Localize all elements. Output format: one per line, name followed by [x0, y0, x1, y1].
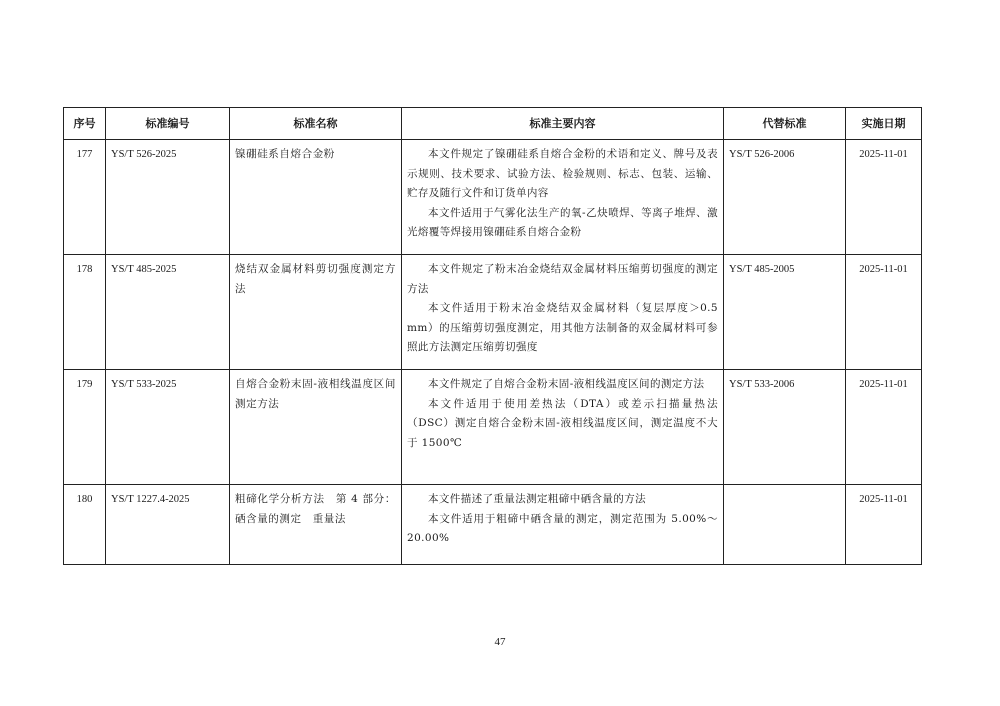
row-no: 178: [64, 255, 106, 370]
standards-table: [63, 107, 922, 565]
header-code: 标准编号: [106, 108, 230, 140]
page-number: 47: [494, 636, 506, 648]
content-paragraph: 本文件规定了自熔合金粉末固-液相线温度区间的测定方法: [428, 378, 705, 390]
header-replaces: 代替标准: [724, 108, 846, 140]
row-date: 2025-11-01: [846, 255, 922, 370]
row-date: 2025-11-01: [846, 370, 922, 485]
table-row: [64, 140, 922, 255]
row-name: 烧结双金属材料剪切强度测定方法: [230, 255, 402, 370]
row-name: 镍硼硅系自熔合金粉: [230, 140, 402, 255]
content-paragraph: 本文件适用于粉末冶金烧结双金属材料（复层厚度＞0.5 mm）的压缩剪切强度测定，用其他方法制备的双金属材料可参照此方法测定压缩剪切强度: [407, 302, 718, 353]
row-content: [402, 140, 724, 255]
row-no: 179: [64, 370, 106, 485]
table-row: [64, 255, 922, 370]
header-no: 序号: [64, 108, 106, 140]
table-row: [64, 485, 922, 565]
table-row: [64, 370, 922, 485]
row-content: [402, 485, 724, 565]
row-content: [402, 255, 724, 370]
row-name: 粗碲化学分析方法 第 4 部分：硒含量的测定 重量法: [230, 485, 402, 565]
header-date: 实施日期: [846, 108, 922, 140]
row-code: YS/T 533-2025: [106, 370, 230, 485]
content-paragraph: 本文件适用于气雾化法生产的氧-乙炔喷焊、等离子堆焊、激光熔覆等焊接用镍硼硅系自熔合金粉: [407, 206, 718, 238]
row-name: 自熔合金粉末固-液相线温度区间测定方法: [230, 370, 402, 485]
content-paragraph: 本文件适用于使用差热法（DTA）或差示扫描量热法（DSC）测定自熔合金粉末固-液相线温度区间，测定温度不大于 1500℃: [407, 397, 718, 449]
content-paragraph: 本文件描述了重量法测定粗碲中硒含量的方法: [428, 493, 646, 505]
row-no: 177: [64, 140, 106, 255]
row-content: [402, 370, 724, 485]
row-code: YS/T 526-2025: [106, 140, 230, 255]
row-code: YS/T 485-2025: [106, 255, 230, 370]
row-date: 2025-11-01: [846, 485, 922, 565]
row-replaces: YS/T 533-2006: [724, 370, 846, 485]
table-header-row: [64, 108, 922, 140]
content-paragraph: 本文件规定了镍硼硅系自熔合金粉的术语和定义、牌号及表示规则、技术要求、试验方法、检验规则、标志、包装、运输、贮存及随行文件和订货单内容: [407, 148, 718, 199]
row-replaces: YS/T 526-2006: [724, 140, 846, 255]
row-no: 180: [64, 485, 106, 565]
row-code: YS/T 1227.4-2025: [106, 485, 230, 565]
content-paragraph: 本文件适用于粗碲中硒含量的测定，测定范围为 5.00%～20.00%: [407, 512, 718, 544]
content-paragraph: 本文件规定了粉末冶金烧结双金属材料压缩剪切强度的测定方法: [407, 263, 718, 295]
header-name: 标准名称: [230, 108, 402, 140]
row-replaces: YS/T 485-2005: [724, 255, 846, 370]
row-replaces: [724, 485, 846, 565]
header-content: 标准主要内容: [402, 108, 724, 140]
row-date: 2025-11-01: [846, 140, 922, 255]
